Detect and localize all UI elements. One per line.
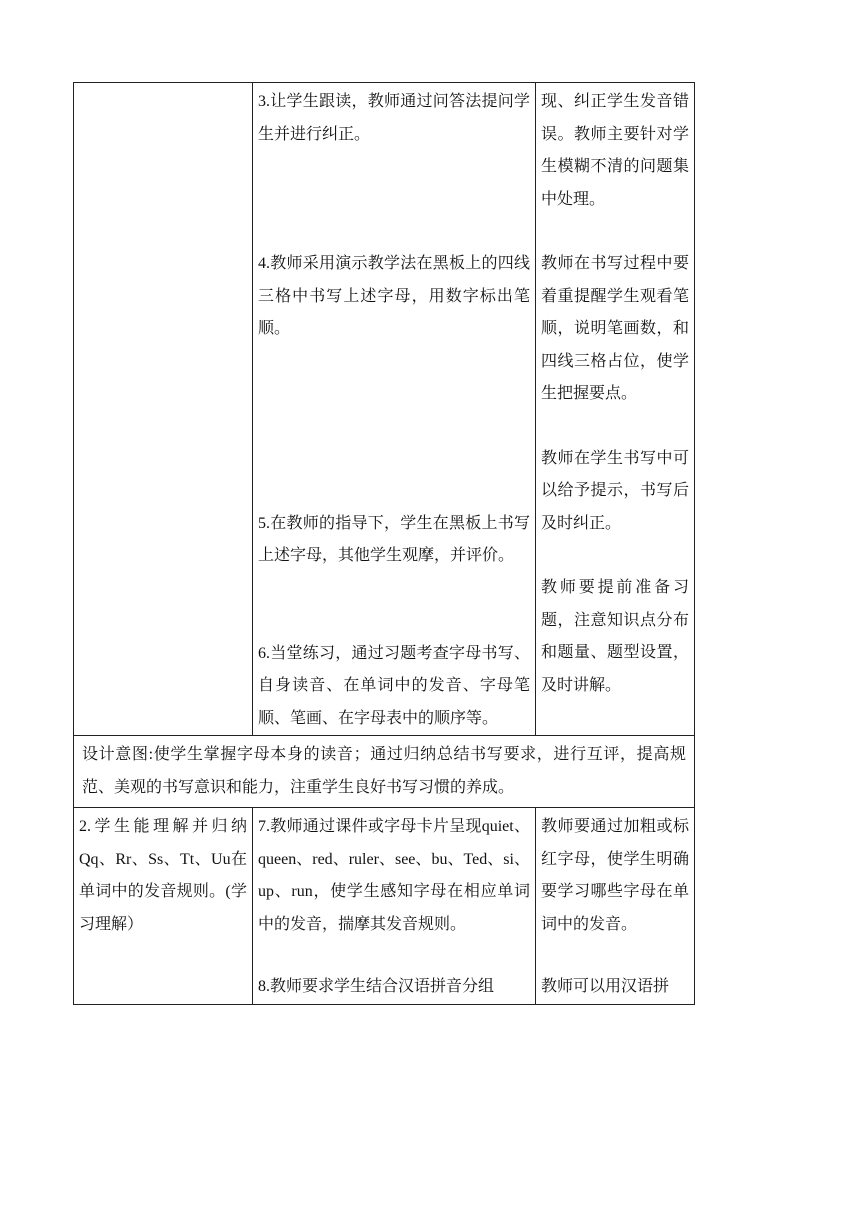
teaching-steps-cell <box>253 83 536 736</box>
table-row <box>74 83 695 736</box>
step-5: 5.在教师的指导下，学生在黑板上书写上述字母，其他学生观摩，并评价。 <box>258 514 530 564</box>
note-5: 教师要通过加粗或标红字母，使学生明确要学习哪些字母在单词中的发音。 <box>541 818 689 933</box>
step-4: 4.教师采用演示教学法在黑板上的四线三格中书写上述字母，用数字标出笔顺。 <box>258 255 530 337</box>
note-4: 教师要提前准备习题，注意知识点分布和题量、题型设置，及时讲解。 <box>541 579 689 694</box>
step-3: 3.让学生跟读，教师通过问答法提问学生并进行纠正。 <box>258 93 530 143</box>
objective-cell <box>74 808 253 1005</box>
step-6: 6.当堂练习，通过习题考查字母书写、自身读音、在单词中的发音、字母笔顺、笔画、在字母表中的顺序等。 <box>258 644 530 727</box>
step-8: 8.教师要求学生结合汉语拼音分组 <box>258 978 495 995</box>
lesson-plan-table <box>73 82 695 1005</box>
teacher-notes-cell <box>536 808 695 1005</box>
note-6: 教师可以用汉语拼 <box>541 978 670 995</box>
step-7: 7.教师通过课件或字母卡片呈现quiet、queen、red、ruler、see、bu、Ted、si、up、run，使学生感知字母在相应单词中的发音，揣摩其发音规则。 <box>258 818 530 933</box>
table-row <box>74 808 695 1005</box>
design-intent-cell <box>74 736 695 808</box>
table-row <box>74 736 695 808</box>
teacher-notes-cell <box>536 83 695 736</box>
objective-2: 2.学生能理解并归纳Qq、Rr、Ss、Tt、Uu在单词中的发音规则。(学习理解） <box>79 818 247 933</box>
objective-cell-empty <box>74 83 253 736</box>
note-1: 现、纠正学生发音错误。教师主要针对学生模糊不清的问题集中处理。 <box>541 93 689 208</box>
teaching-steps-cell <box>253 808 536 1005</box>
design-intent-text: 设计意图:使学生掌握字母本身的读音；通过归纳总结书写要求，进行互评，提高规范、美观的书写意识和能力，注重学生良好书写习惯的养成。 <box>82 746 686 796</box>
note-2: 教师在书写过程中要着重提醒学生观看笔顺，说明笔画数，和四线三格占位，使学生把握要点。 <box>541 255 689 402</box>
note-3: 教师在学生书写中可以给予提示，书写后及时纠正。 <box>541 449 689 532</box>
